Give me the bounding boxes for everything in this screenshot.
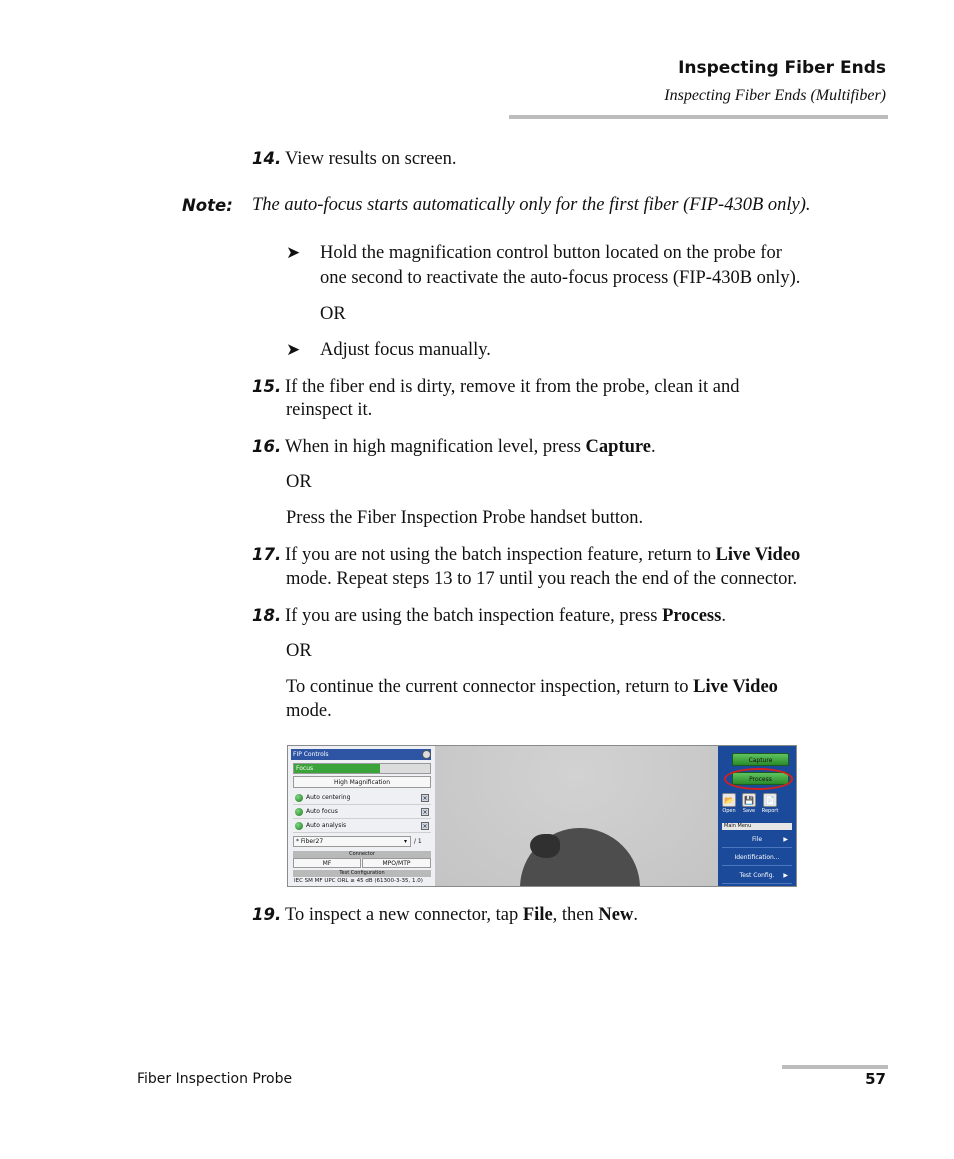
step-15 — [252, 374, 739, 400]
magnification-button[interactable]: High Magnification — [293, 776, 431, 788]
option-auto-analysis[interactable] — [293, 820, 431, 833]
fip-controls-title: FIP Controls — [291, 749, 431, 760]
fiber-select[interactable] — [293, 836, 411, 847]
fip-controls-panel — [288, 746, 435, 886]
step-text: View results on screen. — [285, 149, 457, 169]
open-icon[interactable]: 📂 — [722, 793, 736, 807]
step-16 — [252, 434, 656, 460]
step-text: When in high magnification level, press — [285, 437, 586, 457]
step-number: 19. — [252, 905, 282, 924]
bullet-1-line1: Hold the magnification control button located on the probe for — [320, 243, 782, 263]
test-config-section: Test Configuration — [293, 870, 431, 877]
chevron-right-icon: ▶ — [783, 872, 788, 879]
fiber-defect — [530, 834, 560, 858]
step-punct: . — [721, 606, 726, 626]
fiber-count: / 1 — [414, 838, 422, 845]
bullet-arrow-icon: ➤ — [286, 243, 301, 262]
step-15-line2: reinspect it. — [286, 400, 373, 420]
step-17-line2: mode. Repeat steps 13 to 17 until you reach the end of the connector. — [286, 569, 798, 589]
checkbox-icon[interactable]: × — [422, 795, 428, 802]
connector-mf-button[interactable]: MF — [293, 858, 361, 868]
process-term: Process — [662, 606, 722, 626]
focus-fill: Focus — [294, 764, 380, 773]
bullet-1 — [320, 241, 880, 291]
connector-mpo-button[interactable]: MPO/MTP — [362, 858, 431, 868]
step-text: To continue the current connector inspection, return to — [286, 677, 694, 697]
footer-title: Fiber Inspection Probe — [137, 1071, 293, 1087]
menu-item-label: File — [751, 836, 763, 843]
step-16-alt: Press the Fiber Inspection Probe handset button. — [286, 508, 644, 528]
checkbox-icon[interactable]: × — [422, 823, 428, 830]
step-18-alt-line2: mode. — [286, 701, 332, 721]
step-text: If you are not using the batch inspection feature, return to — [285, 545, 716, 565]
page-number: 57 — [865, 1070, 886, 1088]
save-icon[interactable]: 💾 — [742, 793, 756, 807]
step-text: If the fiber end is dirty, remove it from the probe, clean it and — [285, 377, 740, 397]
panel-toggle-icon[interactable] — [422, 750, 431, 759]
or-separator: OR — [286, 641, 312, 661]
new-term: New — [598, 905, 634, 925]
live-video-term: Live Video — [693, 677, 778, 697]
live-video-term: Live Video — [715, 545, 801, 565]
step-punct: . — [633, 905, 638, 925]
fip-screenshot — [287, 745, 797, 887]
fiber-image-view — [435, 746, 718, 886]
open-label: Open — [722, 808, 736, 814]
report-icon[interactable]: 📄 — [763, 793, 777, 807]
step-18 — [252, 603, 726, 629]
menu-item-identification[interactable] — [722, 849, 792, 866]
step-18-alt — [286, 675, 886, 700]
bullet-2: Adjust focus manually. — [320, 340, 491, 360]
checkbox-icon[interactable]: × — [422, 809, 428, 816]
save-label: Save — [742, 808, 756, 814]
option-auto-centering[interactable] — [293, 792, 431, 805]
chevron-down-icon: ▾ — [403, 838, 407, 845]
fiber-select-value: * Fiber27 — [296, 838, 324, 845]
note-label: Note: — [182, 196, 233, 215]
process-button[interactable]: Process — [732, 772, 789, 785]
step-punct: . — [650, 437, 656, 457]
running-header-title: Inspecting Fiber Ends — [678, 58, 886, 78]
step-number: 16. — [252, 437, 282, 456]
chevron-right-icon: ▶ — [783, 836, 788, 843]
main-menu-header: Main Menu — [722, 823, 792, 830]
option-label: Auto focus — [306, 808, 338, 815]
menu-item-file[interactable] — [722, 831, 792, 848]
footer-rule — [782, 1065, 888, 1069]
right-control-panel — [718, 746, 796, 886]
note-text: The auto-focus starts automatically only for the first fiber (FIP-430B only). — [252, 195, 811, 215]
step-text: If you are using the batch inspection feature, press — [285, 606, 663, 626]
step-text: , then — [552, 905, 599, 925]
menu-item-label: Identification... — [734, 854, 780, 861]
highlight-circle — [724, 768, 793, 790]
status-led-icon — [295, 794, 303, 802]
or-separator: OR — [320, 304, 346, 324]
header-rule — [509, 115, 888, 119]
capture-term: Capture — [585, 437, 651, 457]
option-auto-focus[interactable] — [293, 806, 431, 819]
report-label: Report — [761, 808, 779, 814]
step-17 — [252, 542, 800, 568]
step-number: 17. — [252, 545, 282, 564]
capture-button[interactable]: Capture — [732, 753, 789, 766]
status-led-icon — [295, 808, 303, 816]
status-led-icon — [295, 822, 303, 830]
step-19 — [252, 902, 638, 928]
menu-item-label: Test Config. — [739, 872, 775, 879]
running-header-subtitle: Inspecting Fiber Ends (Multifiber) — [664, 87, 886, 104]
step-number: 15. — [252, 377, 282, 396]
menu-item-test-config[interactable] — [722, 867, 792, 884]
focus-bar[interactable] — [293, 763, 431, 774]
or-separator: OR — [286, 472, 312, 492]
step-number: 18. — [252, 606, 282, 625]
connector-section: Connector — [293, 851, 431, 858]
step-text: To inspect a new connector, tap — [285, 905, 523, 925]
option-label: Auto analysis — [306, 822, 347, 829]
step-14 — [252, 146, 457, 172]
test-config-value: IEC SM MF UPC ORL ≥ 45 dB (61300-3-35, 1.0) — [294, 878, 423, 884]
bullet-1-line2: one second to reactivate the auto-focus process (FIP-430B only). — [320, 268, 801, 288]
file-term: File — [522, 905, 553, 925]
option-label: Auto centering — [306, 794, 351, 801]
step-number: 14. — [252, 149, 282, 168]
bullet-arrow-icon: ➤ — [286, 340, 301, 359]
